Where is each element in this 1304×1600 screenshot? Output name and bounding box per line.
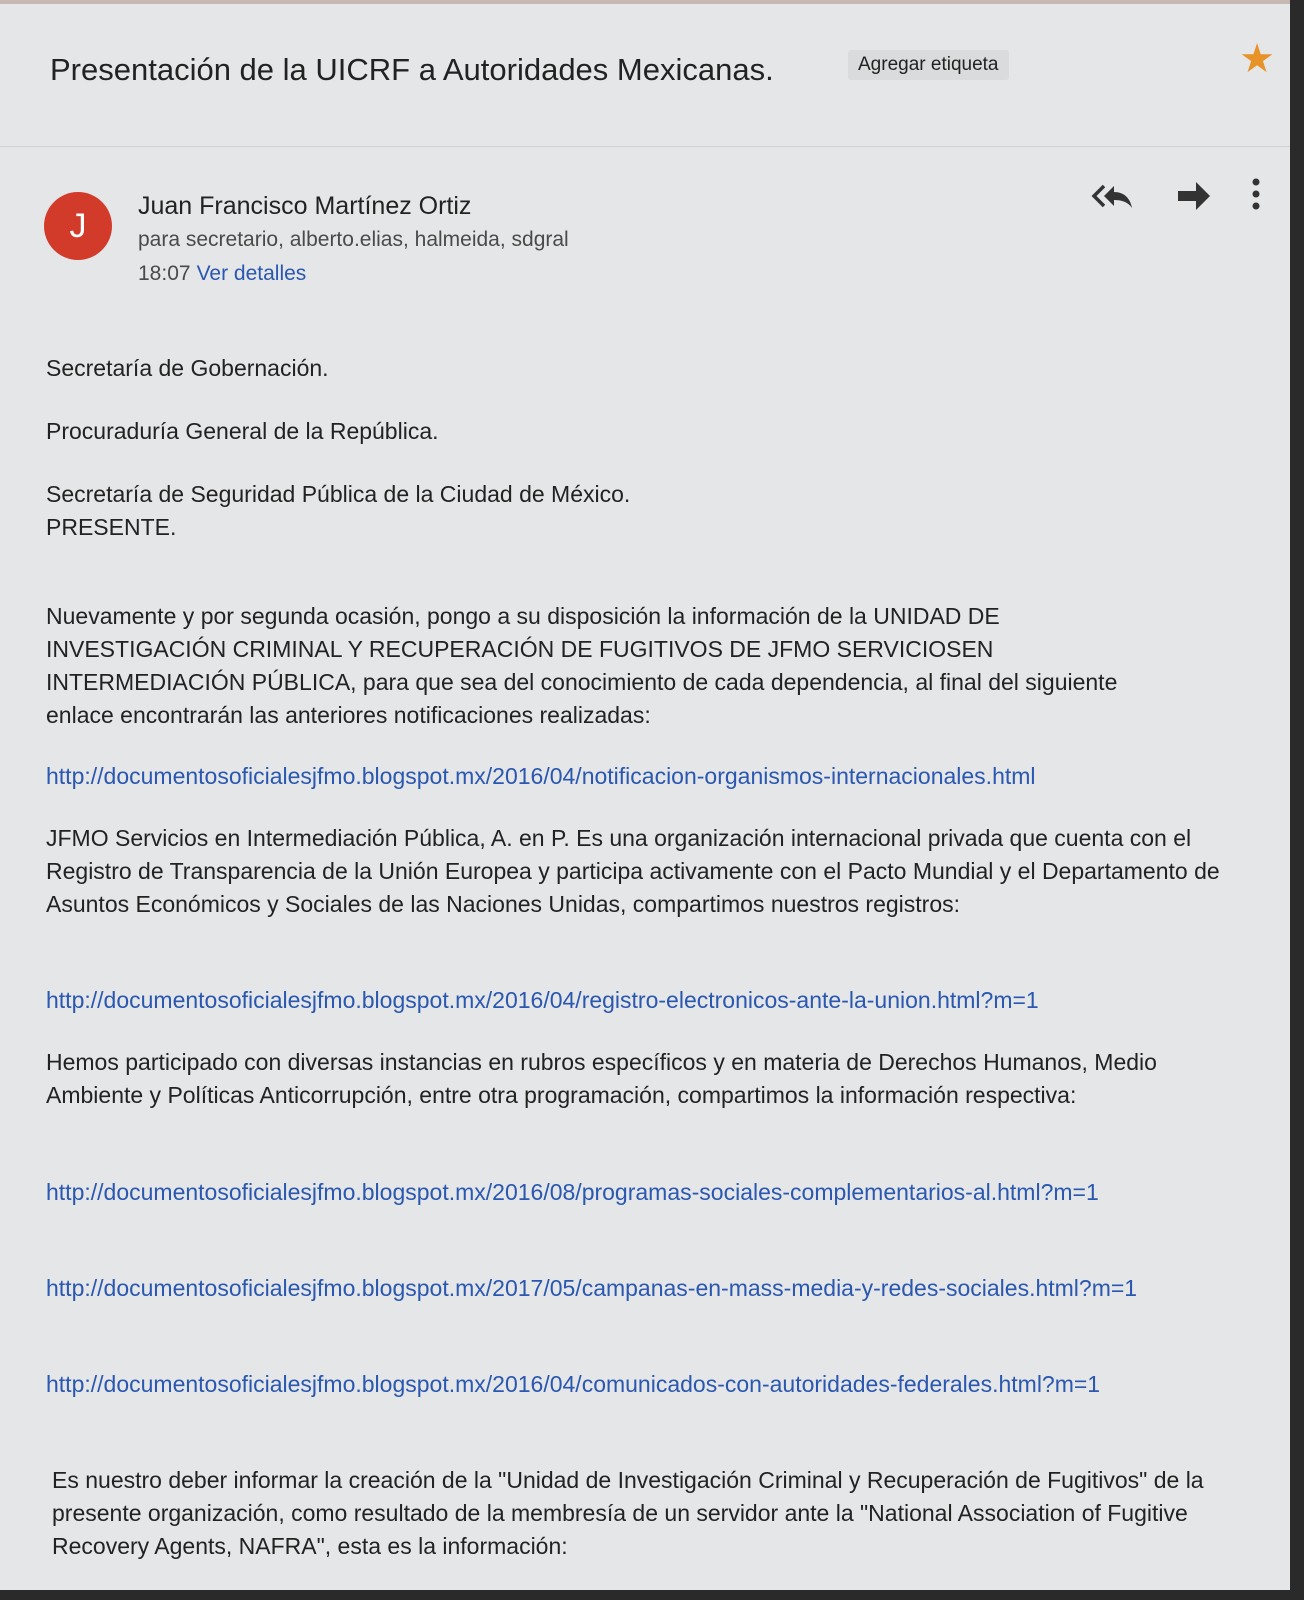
sender-name: Juan Francisco Martínez Ortiz bbox=[138, 192, 472, 220]
reply-all-icon[interactable] bbox=[1090, 174, 1134, 218]
more-vert-icon[interactable] bbox=[1244, 174, 1268, 218]
frame-edge bbox=[1290, 0, 1304, 1600]
add-label-button[interactable]: Agregar etiqueta bbox=[848, 50, 1009, 80]
recipients: para secretario, alberto.elias, halmeida, sdgral bbox=[138, 228, 569, 251]
link-registro[interactable]: http://documentosoficialesjfmo.blogspot.mx/2016/04/registro-electronicos-ante-la-union.html?m=1 bbox=[46, 987, 1039, 1013]
star-icon[interactable]: ★ bbox=[1239, 37, 1275, 81]
link-notificacion[interactable]: http://documentosoficialesjfmo.blogspot.mx/2016/04/notificacion-organismos-internacionales.html bbox=[46, 763, 1036, 789]
presente-line: PRESENTE. bbox=[46, 514, 177, 540]
avatar: J bbox=[44, 192, 112, 260]
top-edge bbox=[0, 0, 1290, 4]
forward-icon[interactable] bbox=[1172, 174, 1216, 218]
addressee-3: Secretaría de Seguridad Pública de la Ciudad de México. bbox=[46, 481, 631, 507]
paragraph-4: Es nuestro deber informar la creación de la "Unidad de Investigación Criminal y Recuperación de Fugitivos" de la presente organización, como resultado de la membresía de un servidor ante la "National Association of Fugitive Recovery Agents, NAFRA", esta es la información: bbox=[52, 1467, 1204, 1559]
header-divider bbox=[0, 146, 1290, 147]
timestamp-row bbox=[138, 262, 306, 286]
addressee-2: Procuraduría General de la República. bbox=[46, 418, 439, 444]
frame-edge-bottom bbox=[0, 1590, 1304, 1600]
link-campanas[interactable]: http://documentosoficialesjfmo.blogspot.mx/2017/05/campanas-en-mass-media-y-redes-sociales.html?m=1 bbox=[46, 1275, 1138, 1301]
paragraph-2: JFMO Servicios en Intermediación Pública, A. en P. Es una organización internacional privada que cuenta con el Registro de Transparencia de la Unión Europea y participa activamente con el Pacto Mundial y el Departamento de Asuntos Económicos y Sociales de las Naciones Unidas, compartimos nuestros registros: bbox=[46, 825, 1220, 917]
link-comunicados[interactable]: http://documentosoficialesjfmo.blogspot.mx/2016/04/comunicados-con-autoridades-federales.html?m=1 bbox=[46, 1371, 1101, 1397]
paragraph-3: Hemos participado con diversas instancias en rubros específicos y en materia de Derechos Humanos, Medio Ambiente y Políticas Anticorrupción, entre otra programación, compartimos la información respectiva: bbox=[46, 1049, 1157, 1108]
paragraph-1: Nuevamente y por segunda ocasión, pongo a su disposición la información de la UNIDAD DE INVESTIGACIÓN CRIMINAL Y RECUPERACIÓN DE FUGITIVOS DE JFMO SERVICIOSEN INTERMEDIACIÓN PÚBLICA, para que sea del conocimiento de cada dependencia, al final del siguiente enlace encontrarán las anteriores notificaciones realizadas: bbox=[46, 603, 1118, 728]
email-subject: Presentación de la UICRF a Autoridades Mexicanas. bbox=[50, 52, 774, 87]
link-programas[interactable]: http://documentosoficialesjfmo.blogspot.mx/2016/08/programas-sociales-complementarios-al.html?m=1 bbox=[46, 1179, 1099, 1205]
addressee-1: Secretaría de Gobernación. bbox=[46, 355, 329, 381]
sent-time: 18:07 bbox=[138, 262, 191, 285]
view-details-link[interactable]: Ver detalles bbox=[196, 262, 307, 285]
